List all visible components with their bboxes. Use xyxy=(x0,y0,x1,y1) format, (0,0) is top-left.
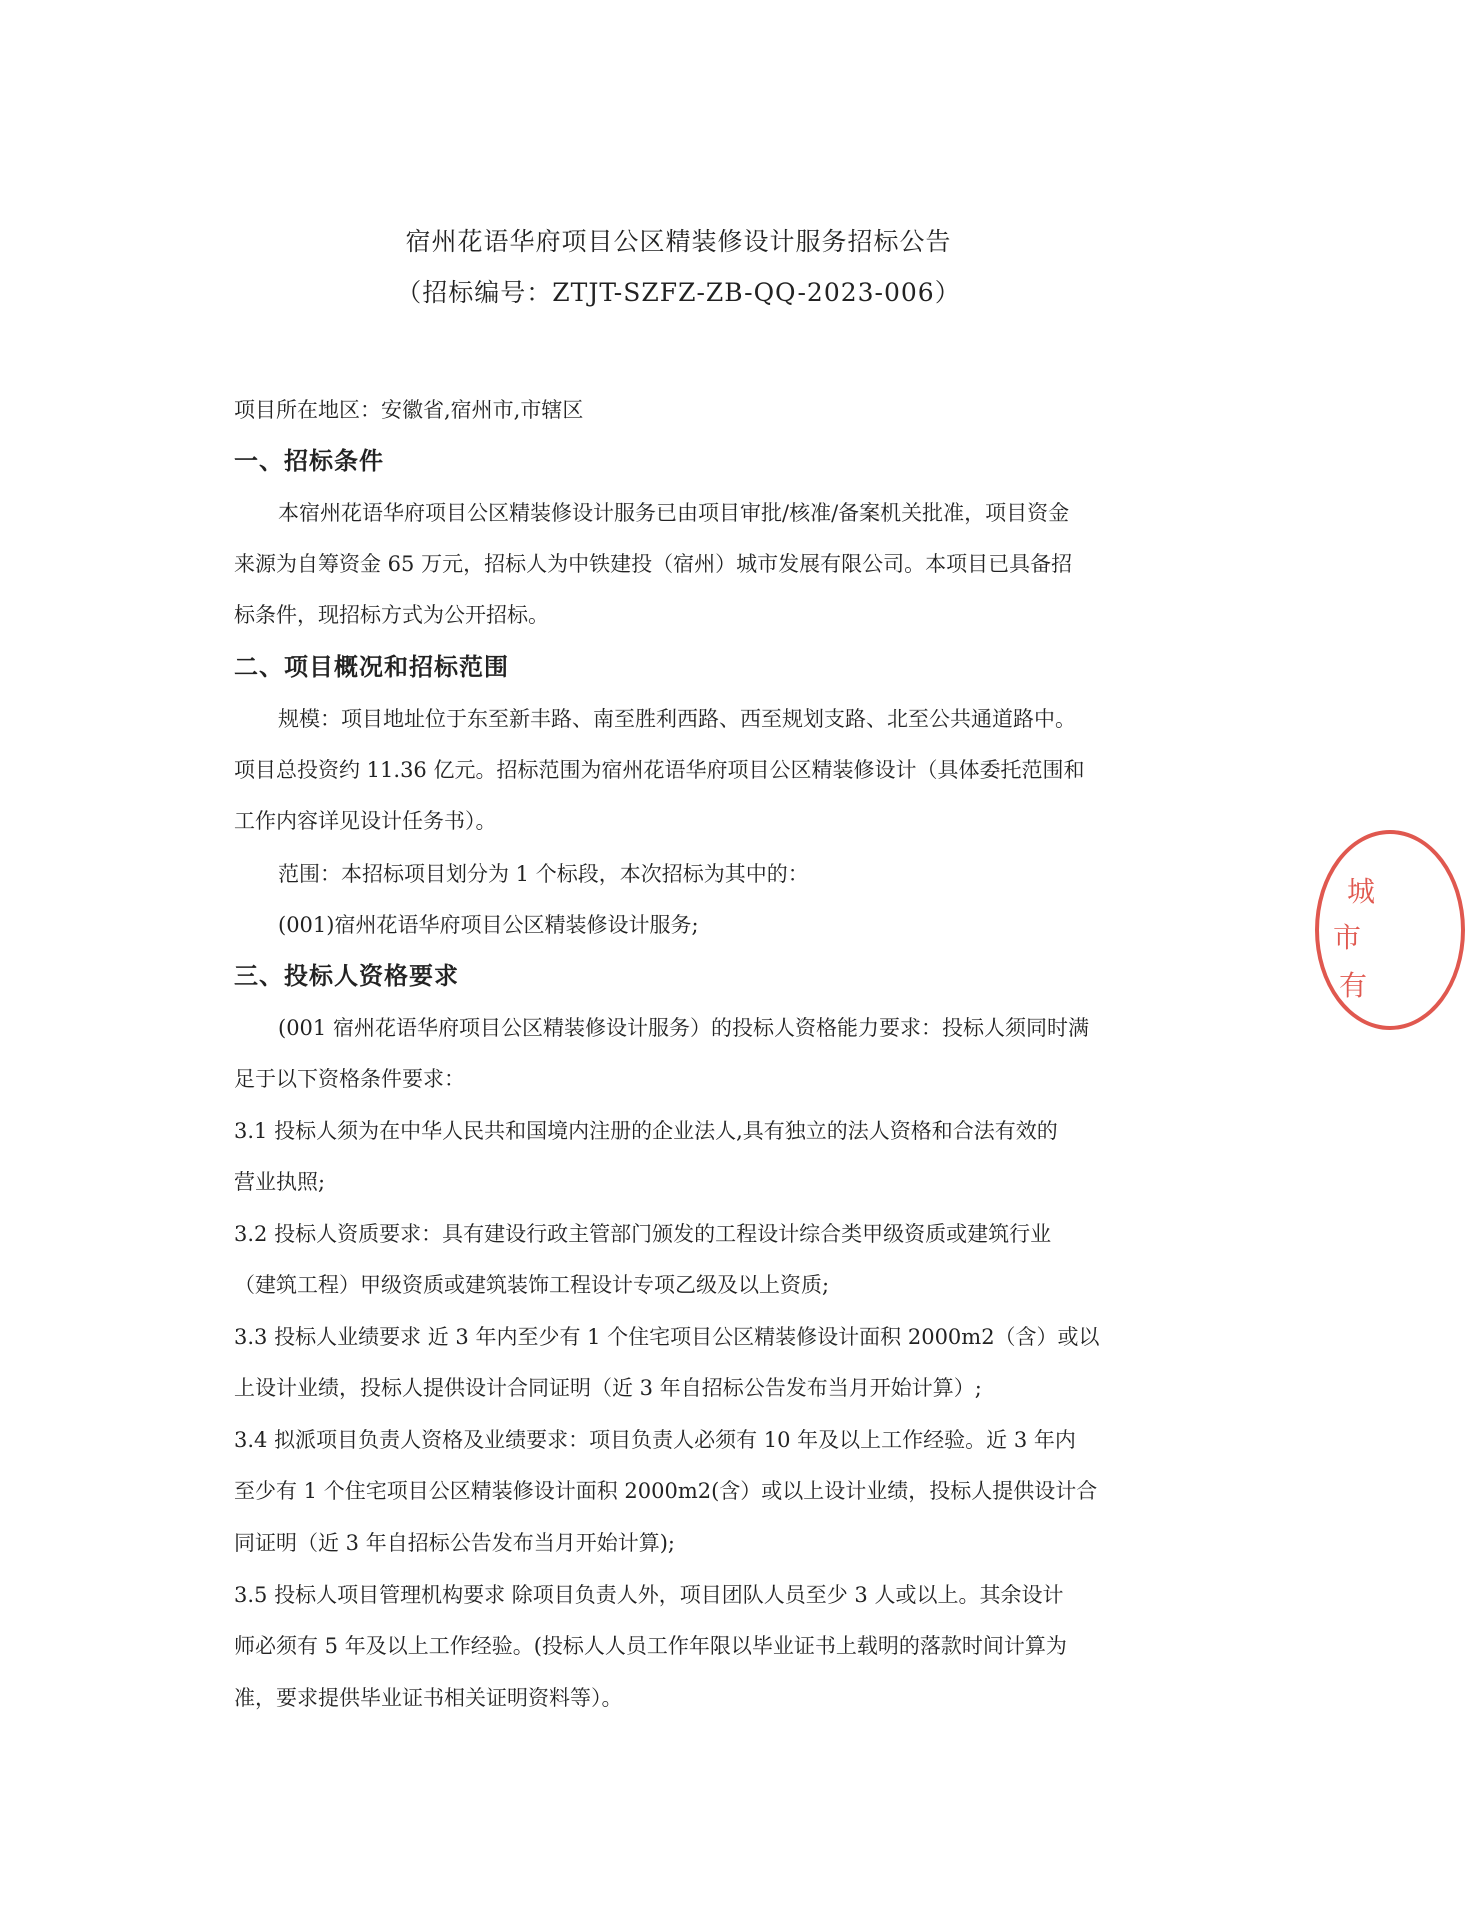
paragraph-line: 同证明（近 3 年自招标公告发布当月开始计算); xyxy=(234,1531,675,1555)
paragraph-line: 至少有 1 个住宅项目公区精装修设计面积 2000m2(含）或以上设计业绩，投标人提供设计合 xyxy=(234,1479,1098,1503)
paragraph-line: 3.2 投标人资质要求：具有建设行政主管部门颁发的工程设计综合类甲级资质或建筑行业 xyxy=(234,1222,1052,1246)
company-seal xyxy=(1315,830,1465,1030)
paragraph-line: 准，要求提供毕业证书相关证明资料等）。 xyxy=(234,1686,623,1710)
paragraph-line: 上设计业绩，投标人提供设计合同证明（近 3 年自招标公告发布当月开始计算）; xyxy=(234,1376,982,1400)
paragraph-line: （建筑工程）甲级资质或建筑装饰工程设计专项乙级及以上资质; xyxy=(234,1273,830,1297)
seal-char: 市 xyxy=(1333,921,1362,954)
paragraph-line: 标条件，现招标方式为公开招标。 xyxy=(234,603,549,627)
paragraph-line: 范围：本招标项目划分为 1 个标段，本次招标为其中的： xyxy=(278,862,809,886)
section-heading-conditions: 一、招标条件 xyxy=(234,447,384,475)
paragraph-line: 3.3 投标人业绩要求 近 3 年内至少有 1 个住宅项目公区精装修设计面积 2000m2（含）或以 xyxy=(234,1325,1100,1349)
paragraph-line: (001 宿州花语华府项目公区精装修设计服务）的投标人资格能力要求：投标人须同时满 xyxy=(278,1016,1089,1040)
document-title: 宿州花语华府项目公区精装修设计服务招标公告 xyxy=(405,227,952,256)
paragraph-line: 项目总投资约 11.36 亿元。招标范围为宿州花语华府项目公区精装修设计（具体委托范围和 xyxy=(234,758,1085,782)
paragraph-line: 3.1 投标人须为在中华人民共和国境内注册的企业法人,具有独立的法人资格和合法有效的 xyxy=(234,1119,1058,1143)
seal-char: 城 xyxy=(1347,875,1376,908)
paragraph-line: 足于以下资格条件要求： xyxy=(234,1067,465,1091)
paragraph-line: (001)宿州花语华府项目公区精装修设计服务; xyxy=(278,913,699,937)
section-heading-overview: 二、项目概况和招标范围 xyxy=(234,653,509,681)
bid-number: （招标编号：ZTJT-SZFZ-ZB-QQ-2023-006） xyxy=(396,278,961,307)
paragraph-line: 3.5 投标人项目管理机构要求 除项目负责人外，项目团队人员至少 3 人或以上。其余设计 xyxy=(234,1583,1064,1607)
paragraph-line: 工作内容详见设计任务书）。 xyxy=(234,809,497,833)
paragraph-line: 3.4 拟派项目负责人资格及业绩要求：项目负责人必须有 10 年及以上工作经验。近 3 年内 xyxy=(234,1428,1076,1452)
section-heading-qualifications: 三、投标人资格要求 xyxy=(234,962,459,990)
seal-char: 有 xyxy=(1339,969,1368,1002)
paragraph-line: 规模：项目地址位于东至新丰路、南至胜利西路、西至规划支路、北至公共通道路中。 xyxy=(278,707,1076,731)
paragraph-line: 来源为自筹资金 65 万元，招标人为中铁建投（宿州）城市发展有限公司。本项目已具备招 xyxy=(234,552,1073,576)
paragraph-line: 本宿州花语华府项目公区精装修设计服务已由项目审批/核准/备案机关批准，项目资金 xyxy=(278,501,1070,525)
paragraph-line: 营业执照; xyxy=(234,1170,326,1194)
project-region: 项目所在地区：安徽省,宿州市,市辖区 xyxy=(234,398,584,422)
paragraph-line: 师必须有 5 年及以上工作经验。(投标人人员工作年限以毕业证书上载明的落款时间计算为 xyxy=(234,1634,1067,1658)
